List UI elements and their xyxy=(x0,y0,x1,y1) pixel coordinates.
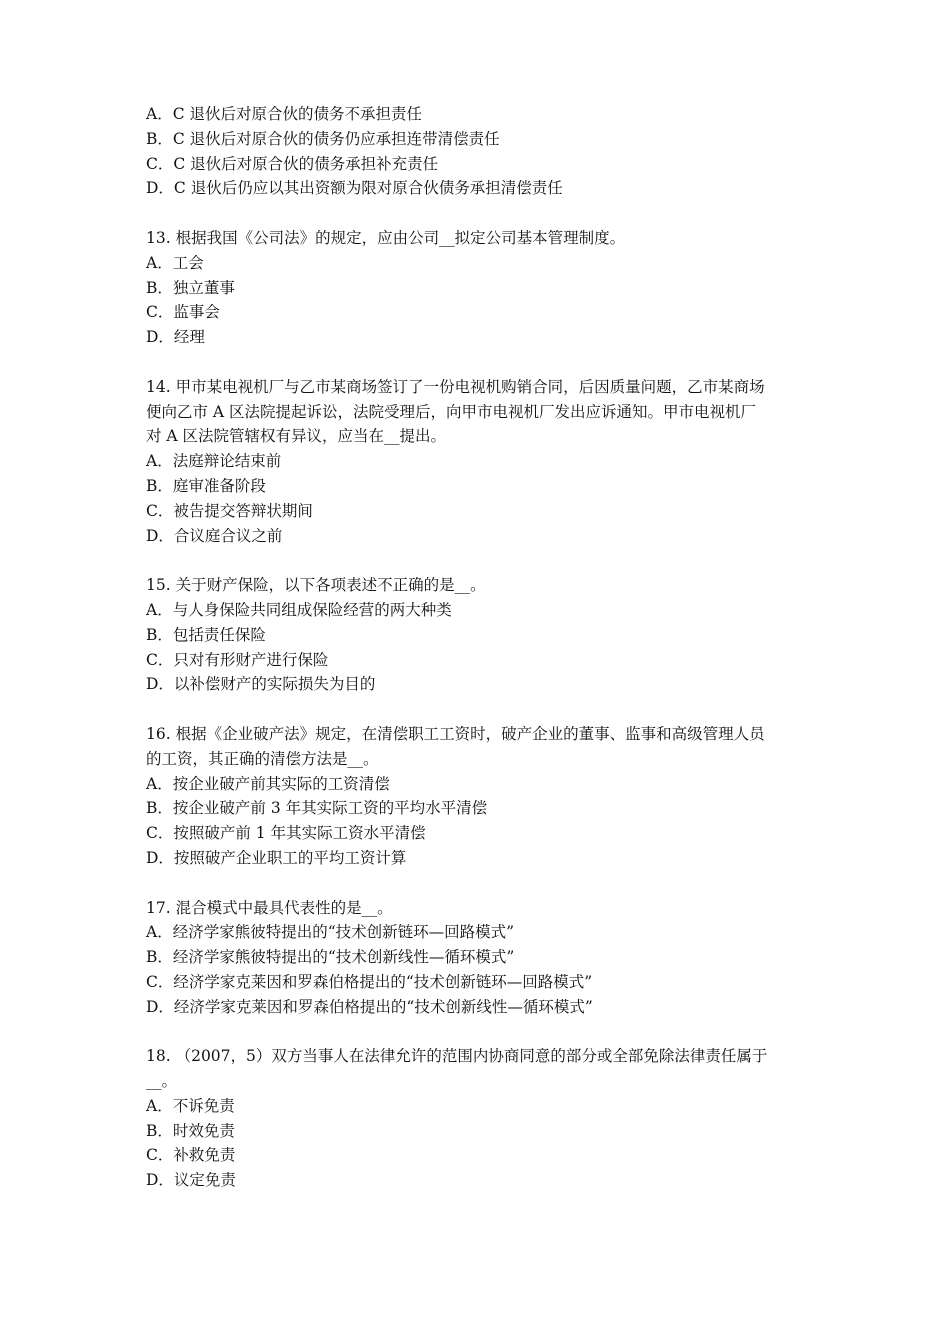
option-d: D．经济学家克莱因和罗森伯格提出的“技术创新线性—循环模式” xyxy=(146,997,593,1016)
option-d: D．议定免责 xyxy=(146,1171,236,1190)
option-a: A．按企业破产前其实际的工资清偿 xyxy=(146,774,390,793)
document-page xyxy=(146,102,826,1193)
option-a: A．不诉免责 xyxy=(146,1096,235,1115)
option-d: D．以补偿财产的实际损失为目的 xyxy=(146,675,376,694)
spacer xyxy=(146,350,826,375)
option-b: B．经济学家熊彼特提出的“技术创新线性—循环模式” xyxy=(146,948,515,967)
question-17 xyxy=(146,896,826,1020)
question-stem: 16. 根据《企业破产法》规定，在清偿职工工资时，破产企业的董事、监事和高级管理人员 xyxy=(146,724,765,743)
previous-question-options xyxy=(146,102,826,201)
option-c: C．被告提交答辩状期间 xyxy=(146,501,313,520)
question-15 xyxy=(146,573,826,697)
question-18 xyxy=(146,1044,826,1193)
spacer xyxy=(146,1019,826,1044)
spacer xyxy=(146,871,826,896)
option-b: B．庭审准备阶段 xyxy=(146,476,266,495)
question-stem: 15. 关于财产保险，以下各项表述不正确的是__。 xyxy=(146,576,486,595)
option-c: C．只对有形财产进行保险 xyxy=(146,650,329,669)
spacer xyxy=(146,548,826,573)
option-b: B．C 退伙后对原合伙的债务仍应承担连带清偿责任 xyxy=(146,129,500,148)
option-b: B．按企业破产前 3 年其实际工资的平均水平清偿 xyxy=(146,799,488,818)
option-a: A．经济学家熊彼特提出的“技术创新链环—回路模式” xyxy=(146,923,515,942)
option-d: D．按照破产企业职工的平均工资计算 xyxy=(146,848,407,867)
question-stem: 17. 混合模式中最具代表性的是__。 xyxy=(146,898,393,917)
question-16 xyxy=(146,722,826,871)
question-14 xyxy=(146,375,826,549)
option-d: D．经理 xyxy=(146,328,205,347)
option-d: D．C 退伙后仍应以其出资额为限对原合伙债务承担清偿责任 xyxy=(146,179,563,198)
option-a: A．法庭辩论结束前 xyxy=(146,452,282,471)
question-stem: 对 A 区法院管辖权有异议，应当在__提出。 xyxy=(146,427,447,446)
option-a: A．工会 xyxy=(146,253,204,272)
option-b: B．独立董事 xyxy=(146,278,235,297)
question-stem: 的工资，其正确的清偿方法是__。 xyxy=(146,749,379,768)
option-c: C．按照破产前 1 年其实际工资水平清偿 xyxy=(146,824,426,843)
option-c: C．监事会 xyxy=(146,303,220,322)
option-c: C．补救免责 xyxy=(146,1146,236,1165)
option-c: C．经济学家克莱因和罗森伯格提出的“技术创新链环—回路模式” xyxy=(146,972,593,991)
option-c: C．C 退伙后对原合伙的债务承担补充责任 xyxy=(146,154,439,173)
question-stem: 13. 根据我国《公司法》的规定，应由公司__拟定公司基本管理制度。 xyxy=(146,228,626,247)
question-stem: 18. （2007，5）双方当事人在法律允许的范围内协商同意的部分或全部免除法律责任属于 xyxy=(146,1047,768,1066)
option-b: B．包括责任保险 xyxy=(146,625,266,644)
question-stem: __。 xyxy=(146,1072,178,1091)
spacer xyxy=(146,697,826,722)
option-d: D．合议庭合议之前 xyxy=(146,526,283,545)
question-stem: 便向乙市 A 区法院提起诉讼，法院受理后，向甲市电视机厂发出应诉通知。甲市电视机厂 xyxy=(146,402,757,421)
option-b: B．时效免责 xyxy=(146,1121,235,1140)
option-a: A．与人身保险共同组成保险经营的两大种类 xyxy=(146,600,452,619)
question-13 xyxy=(146,226,826,350)
spacer xyxy=(146,201,826,226)
question-stem: 14. 甲市某电视机厂与乙市某商场签订了一份电视机购销合同，后因质量问题，乙市某商场 xyxy=(146,377,765,396)
option-a: A．C 退伙后对原合伙的债务不承担责任 xyxy=(146,105,422,123)
